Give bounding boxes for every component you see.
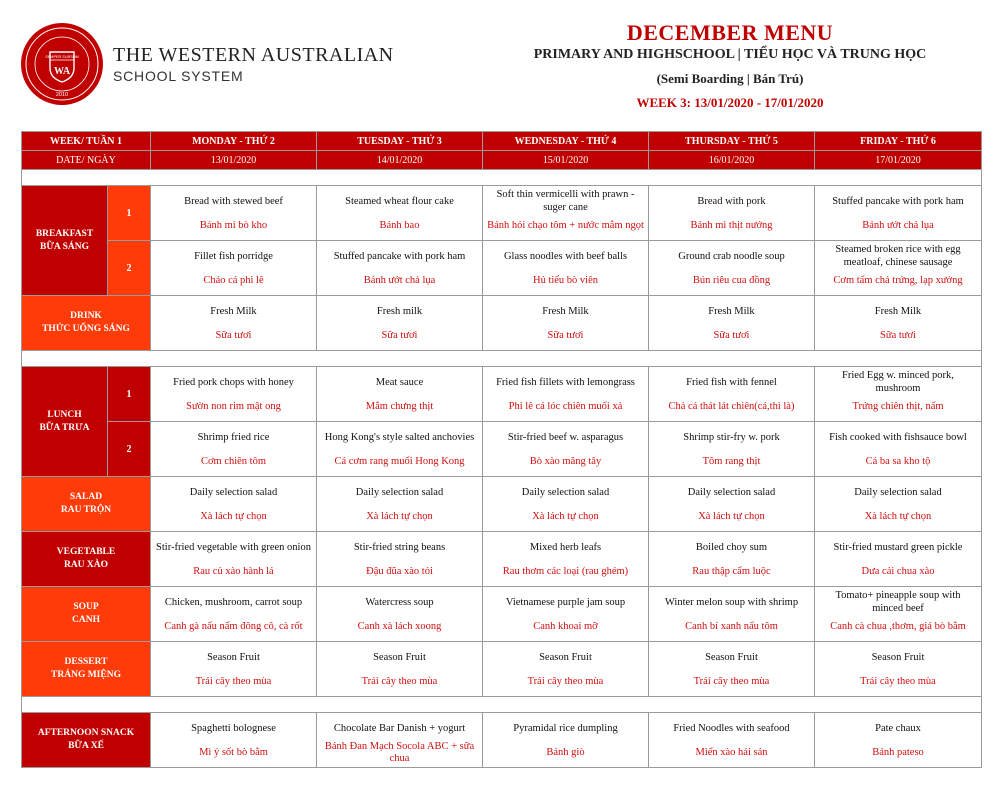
dish-en: Ground crab noodle soup — [678, 250, 785, 262]
meal-label-vi: RAU XÀO — [63, 560, 109, 570]
dish-cell — [815, 713, 982, 768]
dish-en: Season Fruit — [373, 651, 426, 663]
meal-label-en: AFTERNOON SNACK — [37, 728, 135, 738]
menu-week: WEEK 3: 13/01/2020 - 17/01/2020 — [636, 95, 824, 110]
dish-vi: Bò xào măng tây — [529, 456, 602, 467]
dish-cell — [649, 477, 815, 532]
dish-vi: Xà lách tự chọn — [532, 511, 599, 522]
dish-en: Fresh Milk — [708, 305, 755, 317]
dish-vi: Canh gà nấu nấm đông cô, cà rốt — [164, 621, 303, 632]
week-label: WEEK/ TUẦN 1 — [22, 132, 151, 151]
meal-label-en: SOUP — [73, 602, 99, 612]
dish-vi: Rau củ xào hành lá — [193, 566, 274, 577]
meal-label-en: LUNCH — [47, 409, 82, 420]
separator-row — [22, 351, 982, 367]
dish-en: Soft thin vermicelli with prawn - suger cane — [496, 189, 635, 213]
dish-vi: Xà lách tự chọn — [366, 511, 433, 522]
day-date: 14/01/2020 — [317, 151, 483, 170]
dish-en: Stir-fried beef w. asparagus — [507, 431, 624, 443]
dish-vi: Bánh giò — [546, 747, 585, 758]
meal-label-vi: CANH — [72, 615, 100, 625]
dish-vi: Xà lách tự chọn — [864, 511, 932, 522]
dish-vi: Cá ba sa kho tộ — [865, 456, 931, 467]
lunch-option-1-row — [22, 367, 982, 422]
dish-cell — [815, 241, 982, 296]
soup-row — [22, 587, 982, 642]
meal-label-vi: THỨC UỐNG SÁNG — [42, 324, 130, 334]
dish-cell — [483, 713, 649, 768]
dish-cell — [649, 713, 815, 768]
dish-cell — [483, 532, 649, 587]
dish-vi: Bánh Đan Mạch Socola ABC + sữa chua — [324, 741, 475, 764]
meal-label-vegetable — [22, 532, 151, 587]
menu-table — [21, 131, 982, 768]
dish-cell — [649, 186, 815, 241]
dish-en: Daily selection salad — [355, 486, 444, 498]
meal-label-snack — [22, 713, 151, 768]
dish-en: Stir-fried string beans — [353, 541, 446, 553]
dish-vi: Mì ý sốt bò bằm — [199, 747, 268, 758]
option-number: 1 — [108, 186, 151, 241]
dish-en: Chocolate Bar Danish + yogurt — [333, 722, 466, 734]
dish-vi: Miến xào hải sản — [695, 747, 768, 758]
dish-en: Glass noodles with beef balls — [503, 250, 628, 262]
dish-vi: Canh khoai mỡ — [533, 621, 598, 632]
dish-cell — [483, 186, 649, 241]
meal-label-en: DESSERT — [64, 657, 108, 667]
dish-cell — [815, 296, 982, 351]
day-header: THURSDAY - THỨ 5 — [649, 132, 815, 151]
dish-en: Stir-fried vegetable with green onion — [156, 541, 311, 553]
dish-en: Watercress soup — [365, 596, 434, 608]
dish-vi: Trái cây theo mùa — [860, 676, 936, 687]
dish-cell — [815, 642, 982, 697]
dish-vi: Trái cây theo mùa — [693, 676, 770, 687]
dish-vi: Tôm rang thịt — [702, 456, 761, 467]
meal-label-en: DRINK — [70, 311, 102, 321]
dish-cell — [317, 642, 483, 697]
dish-vi: Bánh mì thịt nướng — [690, 220, 773, 231]
school-system: SCHOOL SYSTEM — [113, 68, 244, 84]
dish-cell — [649, 367, 815, 422]
dish-cell — [649, 422, 815, 477]
dish-cell — [483, 477, 649, 532]
meal-label-vi: BỮA XẾ — [68, 741, 104, 751]
dish-cell — [151, 296, 317, 351]
dish-cell — [649, 296, 815, 351]
dish-cell — [317, 186, 483, 241]
meal-label-vi: TRÁNG MIỆNG — [51, 670, 121, 680]
drink-row — [22, 296, 982, 351]
dish-en: Shrimp fried rice — [197, 431, 270, 443]
option-number: 2 — [108, 422, 151, 477]
dish-vi: Sữa tươi — [547, 330, 584, 341]
dish-cell — [649, 241, 815, 296]
dish-vi: Chả cá thát lát chiên(cá,thì là) — [668, 401, 795, 412]
dish-vi: Cơm chiên tôm — [200, 456, 267, 467]
day-header: WEDNESDAY - THỨ 4 — [483, 132, 649, 151]
dish-cell — [317, 241, 483, 296]
menu-subtitle-boarding: (Semi Boarding | Bán Trú) — [656, 71, 804, 86]
dish-en: Fried pork chops with honey — [173, 376, 294, 388]
dish-en: Steamed broken rice with egg meatloaf, chinese sausage — [835, 244, 961, 268]
dish-en: Stir-fried mustard green pickle — [833, 541, 963, 553]
dish-en: Steamed wheat flour cake — [345, 195, 454, 207]
meal-label-vi: BỮA SÁNG — [39, 241, 89, 252]
dish-cell — [815, 532, 982, 587]
dish-cell — [649, 532, 815, 587]
dish-cell — [815, 367, 982, 422]
salad-row — [22, 477, 982, 532]
snack-row — [22, 713, 982, 768]
separator-row — [22, 697, 982, 713]
dish-en: Pyramidal rice dumpling — [513, 722, 618, 734]
dish-en: Stuffed pancake with pork ham — [832, 195, 964, 207]
dish-vi: Sữa tươi — [713, 330, 750, 341]
dish-en: Fried fish fillets with lemongrass — [496, 376, 635, 388]
day-date: 13/01/2020 — [151, 151, 317, 170]
meal-label-en: VEGETABLE — [56, 547, 116, 557]
meal-label-dessert — [22, 642, 151, 697]
dish-en: Shrimp stir-fry w. pork — [683, 431, 780, 443]
day-header: MONDAY - THỨ 2 — [151, 132, 317, 151]
dish-cell — [317, 422, 483, 477]
dish-cell — [815, 477, 982, 532]
dish-vi: Rau thập cẩm luộc — [692, 566, 771, 577]
meal-label-drink — [22, 296, 151, 351]
separator-row — [22, 170, 982, 186]
dish-cell — [649, 642, 815, 697]
dish-cell — [317, 713, 483, 768]
dessert-row — [22, 642, 982, 697]
dish-vi: Xà lách tự chọn — [200, 511, 267, 522]
dish-en: Vietnamese purple jam soup — [505, 596, 626, 608]
dish-cell — [649, 587, 815, 642]
dish-vi: Bánh ướt chả lụa — [862, 220, 934, 231]
dish-en: Season Fruit — [539, 651, 592, 663]
day-header: TUESDAY - THỨ 3 — [317, 132, 483, 151]
dish-vi: Canh bí xanh nấu tôm — [685, 621, 778, 632]
dish-en: Season Fruit — [705, 651, 758, 663]
dish-cell — [483, 367, 649, 422]
dish-cell — [151, 367, 317, 422]
dish-en: Fried Egg w. minced pork, mushroom — [842, 370, 954, 394]
dish-vi: Dưa cải chua xào — [861, 566, 935, 577]
dish-en: Bread with pork — [697, 195, 766, 207]
dish-en: Winter melon soup with shrimp — [664, 596, 799, 608]
dish-en: Season Fruit — [207, 651, 260, 663]
breakfast-option-2-row — [22, 241, 982, 296]
dish-cell — [483, 587, 649, 642]
dish-cell — [151, 241, 317, 296]
dish-en: Season Fruit — [871, 651, 925, 663]
dish-en: Chicken, mushroom, carrot soup — [164, 596, 303, 608]
meal-label-en: BREAKFAST — [35, 228, 94, 239]
logo-motto: SEMPER SURSUM — [45, 55, 79, 59]
day-date: 16/01/2020 — [649, 151, 815, 170]
dish-cell — [317, 296, 483, 351]
dish-vi: Trái cây theo mùa — [527, 676, 604, 687]
date-label: DATE/ NGÀY — [22, 151, 151, 170]
dish-vi: Sườn non rim mật ong — [186, 401, 281, 412]
dish-cell — [815, 422, 982, 477]
dish-cell — [483, 642, 649, 697]
dish-cell — [151, 532, 317, 587]
school-name: THE WESTERN AUSTRALIAN — [113, 44, 394, 66]
vegetable-row — [22, 532, 982, 587]
dish-cell — [483, 422, 649, 477]
dish-en: Daily selection salad — [687, 486, 776, 498]
dish-cell — [151, 642, 317, 697]
dish-cell — [317, 367, 483, 422]
meal-label-breakfast — [22, 186, 108, 296]
dish-vi: Cá cơm rang muối Hong Kong — [334, 456, 465, 467]
day-header: FRIDAY - THỨ 6 — [815, 132, 982, 151]
dish-en: Fried Noodles with seafood — [673, 722, 790, 734]
dish-en: Daily selection salad — [521, 486, 610, 498]
dish-cell — [317, 477, 483, 532]
logo-year: 2010 — [55, 92, 69, 98]
dish-en: Fresh Milk — [874, 305, 922, 317]
dish-vi: Cơm tấm chả trứng, lạp xưởng — [833, 275, 963, 286]
menu-subtitle-levels: PRIMARY AND HIGHSCHOOL | TIỂU HỌC VÀ TRUNG HỌC — [533, 47, 927, 62]
dish-cell — [151, 186, 317, 241]
dish-vi: Phi lê cá lóc chiên muối xả — [508, 401, 623, 412]
dish-vi: Sữa tươi — [381, 330, 418, 341]
dish-cell — [151, 422, 317, 477]
dish-cell — [151, 713, 317, 768]
meal-label-lunch — [22, 367, 108, 477]
dish-en: Stuffed pancake with pork ham — [333, 250, 466, 262]
dish-vi: Cháo cá phi lê — [203, 275, 264, 286]
dish-en: Daily selection salad — [854, 486, 942, 498]
dish-en: Fish cooked with fishsauce bowl — [829, 431, 967, 443]
dish-vi: Canh xà lách xoong — [357, 621, 442, 632]
dish-en: Meat sauce — [375, 376, 424, 388]
dish-vi: Bánh mì bò kho — [199, 220, 268, 231]
dish-cell — [815, 186, 982, 241]
dish-cell — [317, 532, 483, 587]
dish-en: Fillet fish porridge — [194, 250, 273, 262]
date-row — [22, 151, 982, 170]
meal-label-vi: BỮA TRƯA — [39, 422, 90, 433]
day-header-row — [22, 132, 982, 151]
breakfast-option-1-row — [22, 186, 982, 241]
dish-en: Bread with stewed beef — [184, 195, 283, 207]
dish-vi: Mắm chưng thịt — [365, 401, 434, 412]
option-number: 2 — [108, 241, 151, 296]
day-date: 15/01/2020 — [483, 151, 649, 170]
lunch-option-2-row — [22, 422, 982, 477]
dish-vi: Bánh bao — [379, 220, 420, 231]
dish-vi: Bánh pateso — [872, 747, 924, 758]
dish-vi: Sữa tươi — [215, 330, 252, 341]
day-date: 17/01/2020 — [815, 151, 982, 170]
dish-en: Fried fish with fennel — [686, 376, 777, 388]
dish-cell — [815, 587, 982, 642]
dish-en: Daily selection salad — [189, 486, 278, 498]
dish-vi: Bún riêu cua đồng — [692, 275, 771, 286]
dish-en: Fresh Milk — [210, 305, 257, 317]
dish-vi: Hủ tiếu bò viên — [532, 275, 599, 286]
dish-en: Boiled choy sum — [695, 541, 768, 553]
meal-label-soup — [22, 587, 151, 642]
dish-vi: Trái cây theo mùa — [361, 676, 438, 687]
school-crest-logo — [20, 22, 104, 106]
dish-vi: Trái cây theo mùa — [195, 676, 272, 687]
svg-text:WA: WA — [53, 66, 71, 77]
dish-en: Hong Kong's style salted anchovies — [324, 431, 475, 443]
meal-label-en: SALAD — [69, 492, 103, 502]
dish-en: Spaghetti bolognese — [191, 722, 276, 734]
dish-vi: Đậu đũa xào tỏi — [366, 566, 433, 577]
dish-en: Tomato+ pineapple soup with minced beef — [835, 590, 961, 614]
dish-vi: Trứng chiên thịt, nấm — [852, 401, 944, 412]
dish-cell — [483, 296, 649, 351]
dish-cell — [317, 587, 483, 642]
option-number: 1 — [108, 367, 151, 422]
dish-en: Fresh Milk — [542, 305, 589, 317]
dish-cell — [151, 587, 317, 642]
menu-title: DECEMBER MENU — [626, 20, 834, 45]
dish-vi: Sữa tươi — [880, 330, 916, 341]
dish-vi: Bánh hỏi chạo tôm + nước mắm ngọt — [487, 220, 644, 231]
dish-en: Fresh milk — [376, 305, 423, 317]
dish-en: Pate chaux — [875, 722, 921, 734]
dish-vi: Xà lách tự chọn — [698, 511, 765, 522]
dish-cell — [483, 241, 649, 296]
dish-cell — [151, 477, 317, 532]
dish-vi: Rau thơm các loại (rau ghém) — [502, 566, 629, 577]
meal-label-vi: RAU TRỘN — [60, 505, 112, 515]
dish-vi: Canh cà chua ,thơm, giá bò bằm — [830, 621, 966, 632]
dish-vi: Bánh ướt chả lụa — [363, 275, 436, 286]
dish-en: Mixed herb leafs — [529, 541, 602, 553]
meal-label-salad — [22, 477, 151, 532]
